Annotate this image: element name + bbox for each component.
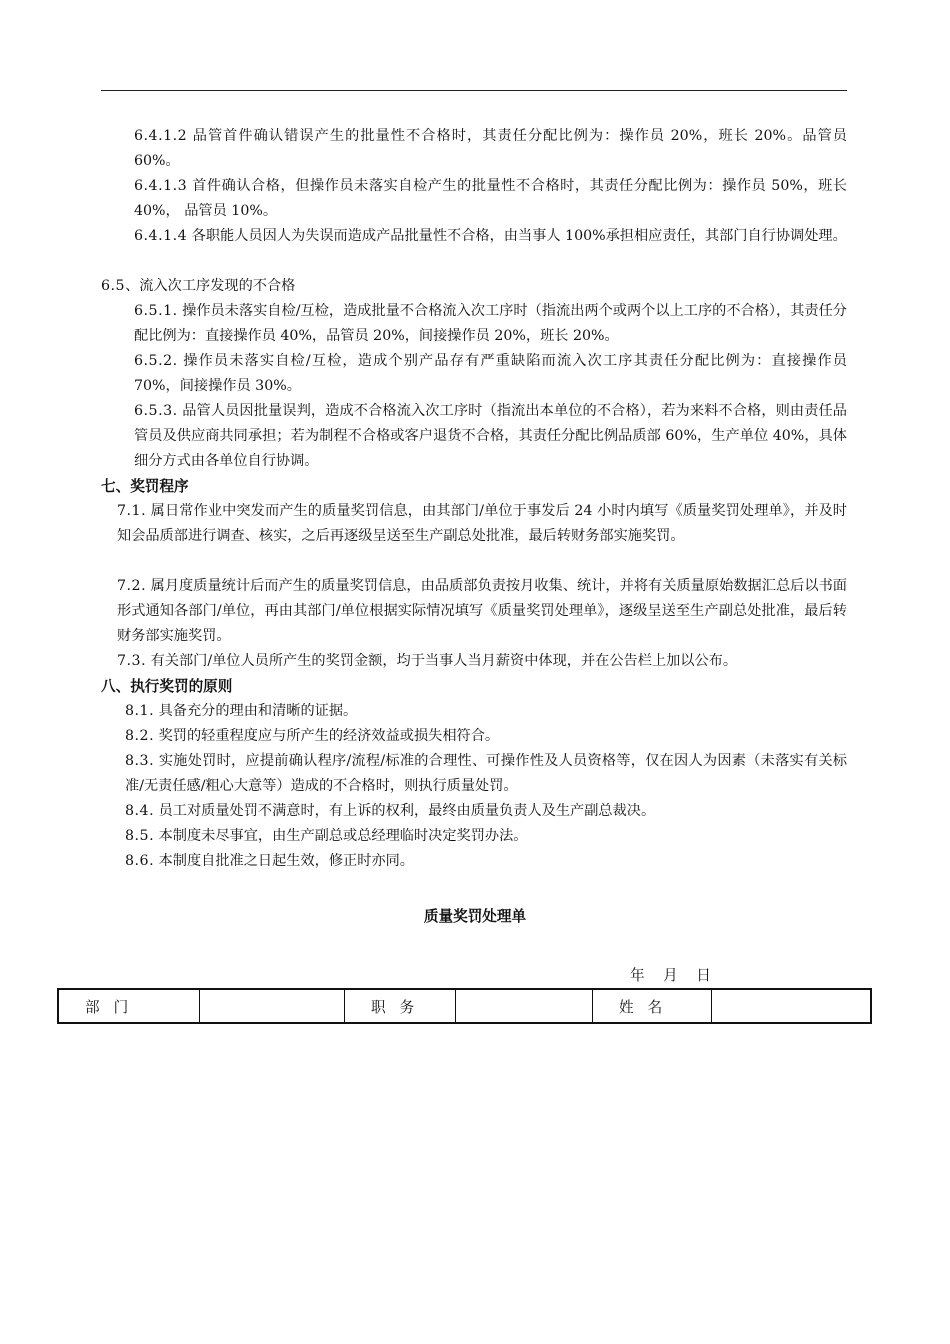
clause-text: 实施处罚时，应提前确认程序/流程/标准的合理性、可操作性及人员资格等，仅在因人为因素（未落实有关标准/无责任感/粗心大意等）造成的不合格时，则执行质量处罚。 xyxy=(125,753,847,794)
clause-text: 奖罚的轻重程度应与所产生的经济效益或损失相符合。 xyxy=(154,728,500,744)
clause-8-6 xyxy=(125,849,847,874)
clause-text: 属日常作业中突发而产生的质量奖罚信息，由其部门/单位于事发后 24 小时内填写《质量奖罚处理单》，并及时知会品质部进行调查、核实，之后再逐级呈送至生产副总处批准，最后转财务部实施奖罚。 xyxy=(117,503,847,544)
clause-6-5-2 xyxy=(134,349,847,399)
name-label: 姓名 xyxy=(593,989,712,1023)
reward-penalty-form-table xyxy=(57,988,872,1024)
clause-text: 、流入次工序发现的不合格 xyxy=(125,278,296,294)
clause-7-1 xyxy=(117,499,847,549)
position-value-field[interactable] xyxy=(456,989,593,1023)
section-8-heading: 八、执行奖罚的原则 xyxy=(101,678,233,695)
clause-number: 7.2. xyxy=(117,578,147,594)
clause-number: 6.5 xyxy=(101,278,126,294)
clause-text: 本制度自批准之日起生效，修正时亦同。 xyxy=(154,853,414,869)
header-rule xyxy=(101,90,847,91)
clause-8-4 xyxy=(125,799,847,824)
section-7-heading: 七、奖罚程序 xyxy=(101,478,189,495)
form-row xyxy=(58,989,871,1023)
clause-6-4-1-4 xyxy=(134,224,847,249)
clause-number: 6.4.1.2 xyxy=(134,128,188,144)
dept-value-field[interactable] xyxy=(200,989,345,1023)
dept-label: 部门 xyxy=(58,989,200,1023)
name-value-field[interactable] xyxy=(712,989,872,1023)
clause-7-2 xyxy=(117,574,847,649)
clause-number: 6.5.3. xyxy=(134,403,178,419)
form-title: 质量奖罚处理单 xyxy=(423,908,527,925)
clause-text: 具备充分的理由和清晰的证据。 xyxy=(154,703,358,719)
clause-text: 本制度未尽事宜，由生产副总或总经理临时决定奖罚办法。 xyxy=(154,828,528,844)
clause-text: 操作员未落实自检/互检，造成批量不合格流入次工序时（指流出两个或两个以上工序的不合格），其责任分配比例为：直接操作员 40%，品管员 20%，间接操作员 20%，班长 20%。 xyxy=(134,303,847,344)
clause-6-5-3 xyxy=(134,399,847,474)
clause-6-5-1 xyxy=(134,299,847,349)
clause-7-3 xyxy=(117,649,857,674)
form-date-line: 年 月 日 xyxy=(630,967,711,984)
clause-text: 属月度质量统计后而产生的质量奖罚信息，由品质部负责按月收集、统计，并将有关质量原始数据汇总后以书面形式通知各部门/单位，再由其部门/单位根据实际情况填写《质量奖罚处理单》，逐级呈送至生产副总处批准，最后转财务部实施奖罚。 xyxy=(117,578,847,644)
clause-number: 8.3. xyxy=(125,753,155,769)
clause-number: 6.5.1. xyxy=(134,303,178,319)
clause-number: 7.1. xyxy=(117,503,147,519)
clause-8-2 xyxy=(125,724,847,749)
clause-text: 各职能人员因人为失误而造成产品批量性不合格，由当事人 100%承担相应责任，其部门自行协调处理。 xyxy=(187,228,847,244)
clause-number: 6.5.2. xyxy=(134,353,178,369)
clause-6-4-1-3 xyxy=(134,174,847,224)
clause-number: 6.4.1.4 xyxy=(134,228,188,244)
clause-8-3 xyxy=(125,749,847,799)
clause-number: 8.2. xyxy=(125,728,155,744)
clause-number: 8.6. xyxy=(125,853,155,869)
clause-8-5 xyxy=(125,824,847,849)
clause-6-5 xyxy=(101,274,847,299)
clause-number: 8.4. xyxy=(125,803,155,819)
clause-6-4-1-2 xyxy=(134,124,847,174)
clause-number: 7.3. xyxy=(117,653,147,669)
clause-text: 有关部门/单位人员所产生的奖罚金额，均于当事人当月薪资中体现，并在公告栏上加以公布。 xyxy=(146,653,738,669)
clause-number: 8.1. xyxy=(125,703,155,719)
clause-text: 操作员未落实自检/互检，造成个别产品存有严重缺陷而流入次工序其责任分配比例为：直接操作员 70%，间接操作员 30%。 xyxy=(134,353,847,394)
clause-text: 员工对质量处罚不满意时，有上诉的权利，最终由质量负责人及生产副总裁决。 xyxy=(154,803,656,819)
position-label: 职务 xyxy=(345,989,456,1023)
clause-text: 首件确认合格，但操作员未落实自检产生的批量性不合格时，其责任分配比例为：操作员 50%，班长 40%， 品管员 10%。 xyxy=(134,178,847,219)
clause-number: 8.5. xyxy=(125,828,155,844)
clause-text: 品管人员因批量误判，造成不合格流入次工序时（指流出本单位的不合格），若为来料不合格，则由责任品管员及供应商共同承担；若为制程不合格或客户退货不合格，其责任分配比例品质部 60%，生产单位 40%，具体细分方式由各单位自行协调。 xyxy=(134,403,847,469)
clause-text: 品管首件确认错误产生的批量性不合格时，其责任分配比例为：操作员 20%，班长 20%。品管员 60%。 xyxy=(134,128,847,169)
clause-8-1 xyxy=(125,699,847,724)
clause-number: 6.4.1.3 xyxy=(134,178,188,194)
